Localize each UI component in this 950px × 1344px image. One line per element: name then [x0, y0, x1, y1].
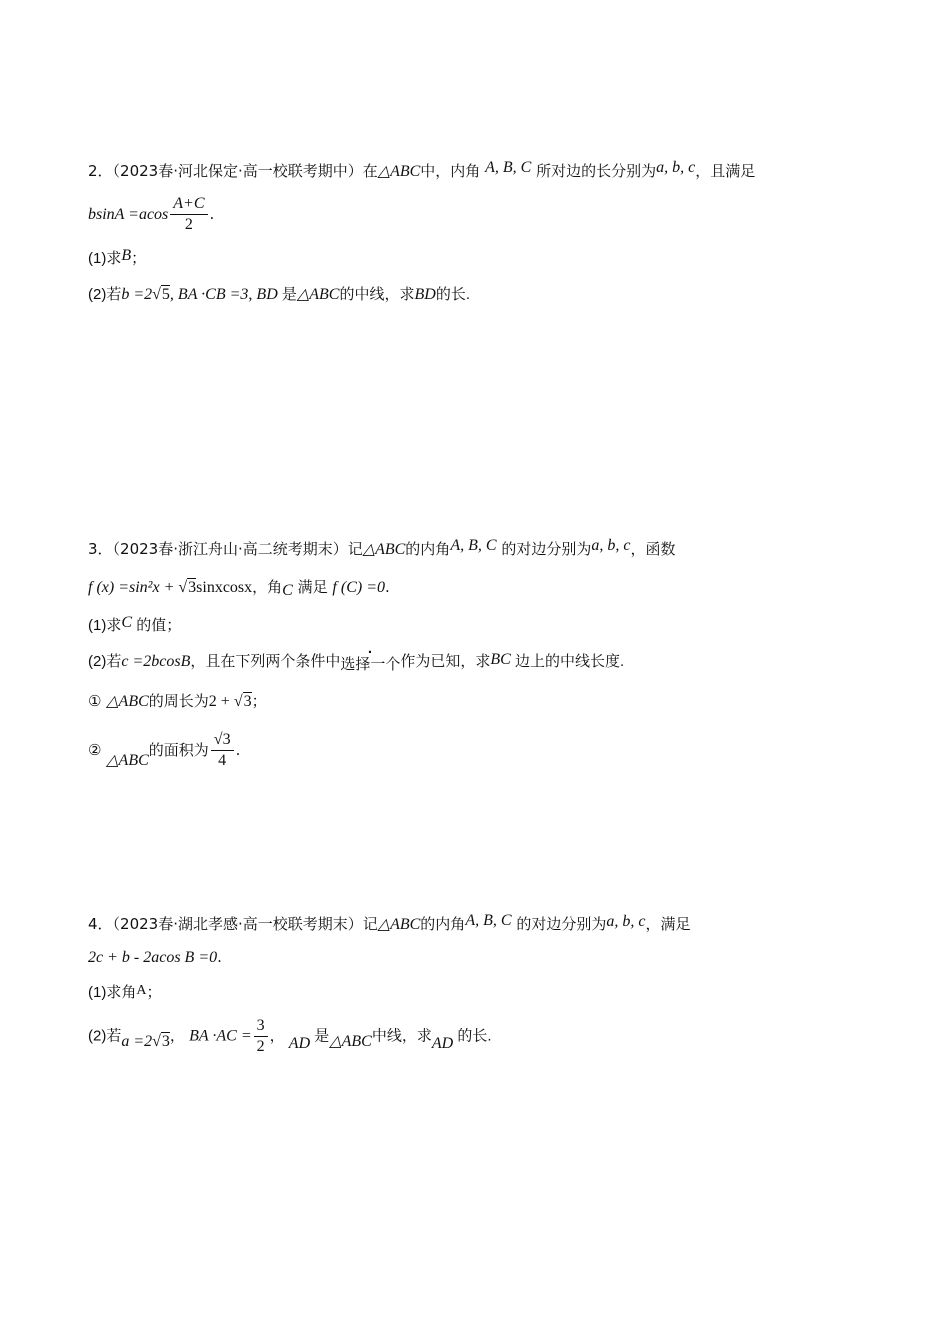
q4-eq: 2c + b - 2acos B =0: [88, 949, 218, 966]
q2-p2-mid: , BA ·CB =3, BD: [169, 286, 278, 303]
q3-function-line: [88, 576, 390, 599]
q4-p2-tri: △ABC: [329, 1033, 372, 1051]
q4-p2-t0: ，: [169, 1027, 185, 1045]
q3-c2-den: 4: [218, 752, 227, 769]
q4-p2-t3: 的长.: [457, 1027, 492, 1045]
q3-p1-var: C: [121, 614, 133, 631]
q2-p2-t3: 的长.: [435, 286, 470, 303]
q2-p1-label: (1)求: [88, 250, 122, 267]
q4-p2-t2: 中线，求: [371, 1027, 432, 1045]
q3-c1-mark: ①: [88, 692, 102, 710]
q4-p2-fraction: [254, 1016, 268, 1057]
q3-f-end: .: [385, 578, 390, 596]
q4-angles: A, B, C: [465, 912, 512, 929]
q4-p2-sqrt-val: 3: [161, 1033, 170, 1051]
q3-p2-t3: 边上的中线长度.: [515, 653, 625, 670]
q3-f-tail: sinxcosx: [196, 579, 253, 596]
q3-f-cond: f (C) =0: [332, 579, 385, 596]
q3-p2-emphasis: 选择一个: [340, 656, 401, 673]
q3-c1-tri: △ABC: [106, 693, 149, 710]
q4-text3: ，满足: [645, 915, 691, 933]
q2-text2: 所对边的长分别为: [536, 162, 657, 180]
q4-part2: [88, 1016, 492, 1057]
q2-header-line: [88, 160, 755, 183]
q3-text3: ，函数: [630, 540, 676, 558]
q4-p2-ad: AD: [288, 1035, 311, 1053]
q2-fraction: [170, 194, 207, 235]
q4-p1-var: A: [136, 983, 147, 998]
q2-p2-label: (2)若: [88, 286, 122, 303]
q2-p1-end: ；: [131, 250, 147, 267]
q4-p2-den: 2: [256, 1038, 265, 1055]
q4-p2-a: a =2: [121, 1033, 153, 1051]
q2-angles: A, B, C: [485, 159, 532, 176]
q4-p2-ad2: AD: [431, 1035, 454, 1053]
q3-f-t2: 满足: [297, 578, 328, 596]
q2-part2: [88, 284, 470, 306]
q3-text2: 的对边分别为: [501, 540, 592, 558]
q4-head: 4．（2023春·湖北孝感·高一校联考期末）记: [88, 915, 378, 933]
q3-angles: A, B, C: [450, 537, 497, 554]
q3-condition2: [88, 730, 240, 771]
q3-c1-val: 2 +: [208, 693, 234, 710]
q3-c2-fraction: [211, 730, 234, 771]
q3-part2: [88, 651, 624, 673]
q2-frac-num: A+C: [170, 194, 207, 215]
q3-sqrt-val: 3: [188, 579, 197, 596]
q2-part1: [88, 248, 146, 270]
q4-p2-num: 3: [254, 1016, 268, 1037]
q4-sides: a, b, c: [606, 913, 646, 930]
q3-text1: 的内角: [405, 540, 451, 558]
q4-equation-line: [88, 946, 222, 969]
q4-p2-t1: 是: [314, 1027, 330, 1045]
q2-sides: a, b, c: [656, 159, 696, 176]
q3-f-c: C: [282, 582, 293, 599]
q3-c2-end: .: [235, 741, 241, 759]
q3-header-line: [88, 538, 675, 561]
q4-eq-end: .: [217, 948, 222, 966]
q3-p2-bc: BC: [490, 651, 511, 668]
q3-f-def: f (x) =sin²x +: [88, 579, 179, 596]
q3-head: 3．（2023春·浙江舟山·高二统考期末）记: [88, 540, 363, 558]
q3-p2-label: (2)若: [88, 653, 122, 670]
q2-triangle: △ABC: [377, 163, 421, 180]
q4-text2: 的对边分别为: [516, 915, 607, 933]
q3-p2-t1: ，且在下列两个条件中: [190, 653, 341, 670]
q2-p2-t1: 是: [281, 286, 297, 303]
q3-condition1: [88, 690, 267, 713]
q2-eq-end: .: [209, 205, 215, 223]
q3-c2-mark: ②: [88, 741, 102, 759]
q4-part1: [88, 982, 161, 1005]
q2-p2-t2: 的中线，求: [339, 286, 415, 303]
q4-triangle: △ABC: [377, 916, 421, 933]
q2-frac-den: 2: [184, 216, 193, 233]
q3-part1: [88, 615, 181, 637]
q2-text1: 中，内角: [420, 162, 481, 180]
q3-p2-t2: 作为已知，求: [400, 653, 491, 670]
q3-p2-eq: c =2bcosB: [121, 653, 191, 670]
q3-f-t1: ，角: [252, 578, 283, 596]
q2-p2-bd: BD: [414, 286, 436, 303]
q3-sides: a, b, c: [591, 537, 631, 554]
q4-p1-end: ；: [146, 984, 162, 1001]
q3-c2-tri: △ABC: [106, 752, 149, 769]
q3-c1-end: ；: [251, 692, 267, 710]
q3-p1-end: 的值；: [136, 617, 182, 634]
q3-p1-label: (1)求: [88, 617, 122, 634]
q2-p2-b: b =2: [121, 286, 153, 303]
q2-sqrt-val: 5: [161, 286, 170, 303]
q2-p2-tri: △ABC: [296, 286, 340, 303]
q3-c1-sqrt-val: 3: [243, 693, 252, 710]
q3-triangle: △ABC: [362, 541, 406, 558]
q4-text1: 的内角: [420, 915, 466, 933]
q4-p2-label: (2)若: [88, 1027, 122, 1045]
q3-c2-text: 的面积为: [148, 741, 209, 759]
q4-p2-vec: BA ·AC =: [189, 1027, 252, 1045]
q2-sqrt: √5: [152, 286, 170, 303]
q2-p1-var: B: [121, 247, 132, 264]
q3-c1-sqrt: √3: [233, 693, 252, 710]
q3-sqrt: √3: [178, 579, 197, 596]
q2-head: 2．（2023春·河北保定·高一校联考期中）在: [88, 162, 378, 180]
q3-c2-frac-num: √3: [211, 730, 234, 751]
q2-equation-line: [88, 194, 214, 235]
q3-c2-num: 3: [222, 731, 231, 748]
q4-p2-sqrt: √3: [152, 1033, 170, 1051]
q2-eq-left: bsinA =acos: [88, 206, 169, 223]
q4-header-line: [88, 913, 690, 936]
q4-p2-comma: ，: [269, 1027, 285, 1045]
q2-text3: ，且满足: [695, 162, 756, 180]
q3-c1-text: 的周长为: [148, 692, 209, 710]
q4-p1-label: (1)求角: [88, 984, 137, 1001]
